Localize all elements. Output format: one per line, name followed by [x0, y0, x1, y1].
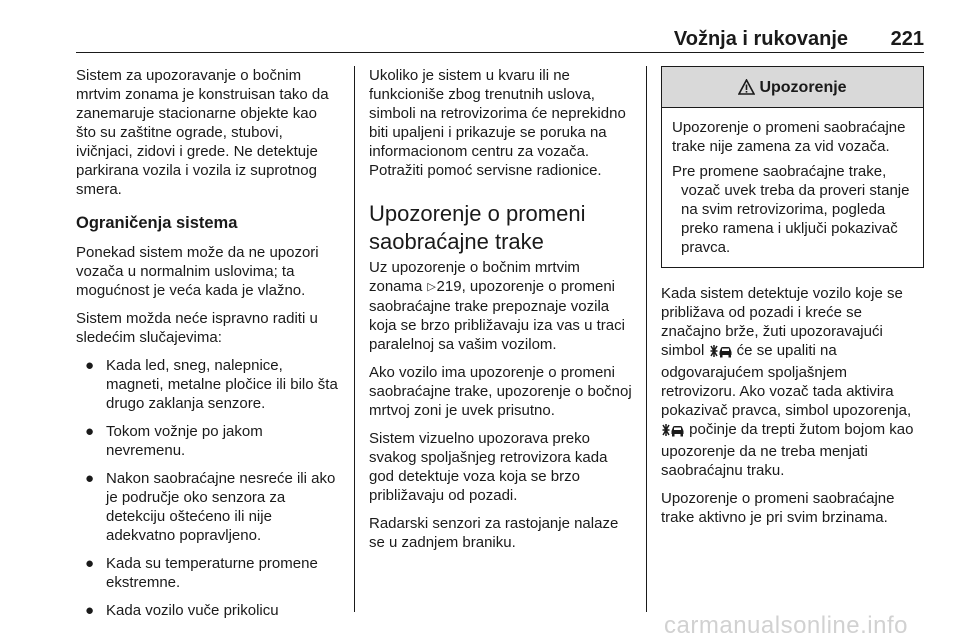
warning-body — [662, 108, 923, 267]
fault-paragraph: Ukoliko je sistem u kvaru ili ne funkcioniše zbog trenutnih uslova, simboli na retrovizorima će neprekidno biti upaljeni i prikazuje se poruka na informacionom centru za vozača. Potražiti pomoć servisne radionice. — [369, 67, 626, 179]
list-item: ● Kada su temperaturne promene ekstremne. — [85, 555, 318, 591]
list-item: ● Nakon saobraćajne nesreće ili ako je područje oko senzora za detekciju oštećeno ili nije adekvatno popravljeno. — [85, 470, 336, 544]
list-item: ● Kada led, sneg, nalepnice, magneti, metalne pločice ili bilo šta drugo zaklanja senzore. — [85, 357, 338, 412]
bullet-icon: ● — [85, 470, 95, 487]
bullet-icon: ● — [85, 555, 95, 572]
column-3 — [661, 66, 924, 536]
page-header — [76, 28, 924, 52]
lane-change-paragraph-1: Uz upozorenje o bočnim mrtvim zonama ▷219, upozorenje o promeni saobraćajne trake prepoznaje vozila koja se brzo približavaju iza vas u traci paralelnoj sa vašim vozilom. — [369, 259, 625, 353]
lane-change-heading: Upozorenje o promeni saobraćajne trake — [369, 201, 586, 254]
page-reference-link[interactable]: 219 — [436, 278, 462, 295]
section-title: Vožnja i rukovanje — [673, 28, 848, 50]
system-limits-heading: Ograničenja sistema — [76, 214, 238, 232]
page-number: 221 — [890, 28, 924, 50]
warning-triangle-icon — [738, 79, 755, 95]
intro-paragraph: Sistem za upozoravanje o bočnim mrtvim zonama je konstruisan tako da zanemaruje stacionarne objekte kao što su zaštitne ograde, stubovi, ivičnjaci, zidovi i grede. Ne detektuje parkirana vozila i vozila iz suprotnog smera. — [76, 67, 329, 198]
warning-header — [662, 67, 923, 108]
bullet-icon: ● — [85, 602, 95, 619]
column-2 — [369, 66, 634, 561]
all-speeds-paragraph: Upozorenje o promeni saobraćajne trake aktivno je pri svim brzinama. — [661, 490, 895, 526]
blind-spot-car-icon — [710, 344, 732, 363]
limits-list — [76, 356, 341, 620]
bullet-icon: ● — [85, 357, 95, 374]
limits-paragraph-1: Ponekad sistem može da ne upozori vozača u normalnim uslovima; ta mogućnost je veća kada je vlažno. — [76, 244, 319, 299]
list-item: ● Tokom vožnje po jakom nevremenu. — [85, 423, 263, 459]
bullet-icon: ● — [85, 423, 95, 440]
column-1 — [76, 66, 341, 629]
warning-paragraph-2: Pre promene saobraćajne trake, vozač uvek treba da proveri stanje na svim retrovizorima, pogleda preko ramena i uključi pokazivač pravca. — [672, 163, 910, 256]
warning-box — [661, 66, 924, 268]
warning-paragraph-1: Upozorenje o promeni saobraćajne trake nije zamena za vid vozača. — [672, 119, 906, 155]
detection-paragraph: Kada sistem detektuje vozilo koje se približava od pozadi i kreće se značajno brže, žuti upozoravajući simbol će se upaliti na odgovarajućem spoljašnjem retrovizoru. Ako vozač tada aktivira pokazivač pravca, simbol upozorenja, počinje da trepti žutom bojom kao upozorenje da ne treba menjati saobraćajnu traku. — [661, 285, 914, 479]
warning-title: Upozorenje — [759, 78, 847, 96]
lane-change-paragraph-3: Sistem vizuelno upozorava preko svakog spoljašnjeg retrovizora kada god detektuje voza koja se brzo približavaju od pozadi. — [369, 430, 608, 504]
list-item: ● Kada vozilo vuče prikolicu — [85, 602, 279, 619]
lane-change-paragraph-4: Radarski senzori za rastojanje nalaze se u zadnjem braniku. — [369, 515, 619, 551]
blind-spot-car-icon — [662, 423, 684, 442]
header-rule — [76, 52, 924, 53]
column-divider-left — [354, 66, 355, 612]
limits-paragraph-2: Sistem možda neće ispravno raditi u sledećim slučajevima: — [76, 310, 318, 346]
watermark-text: carmanualsonline.info — [664, 612, 908, 639]
page-reference-icon: ▷ — [427, 281, 436, 293]
lane-change-paragraph-2: Ako vozilo ima upozorenje o promeni saobraćajne trake, upozorenje o bočnoj mrtvoj zoni je uvek prisutno. — [369, 364, 632, 419]
column-divider-right — [646, 66, 647, 612]
